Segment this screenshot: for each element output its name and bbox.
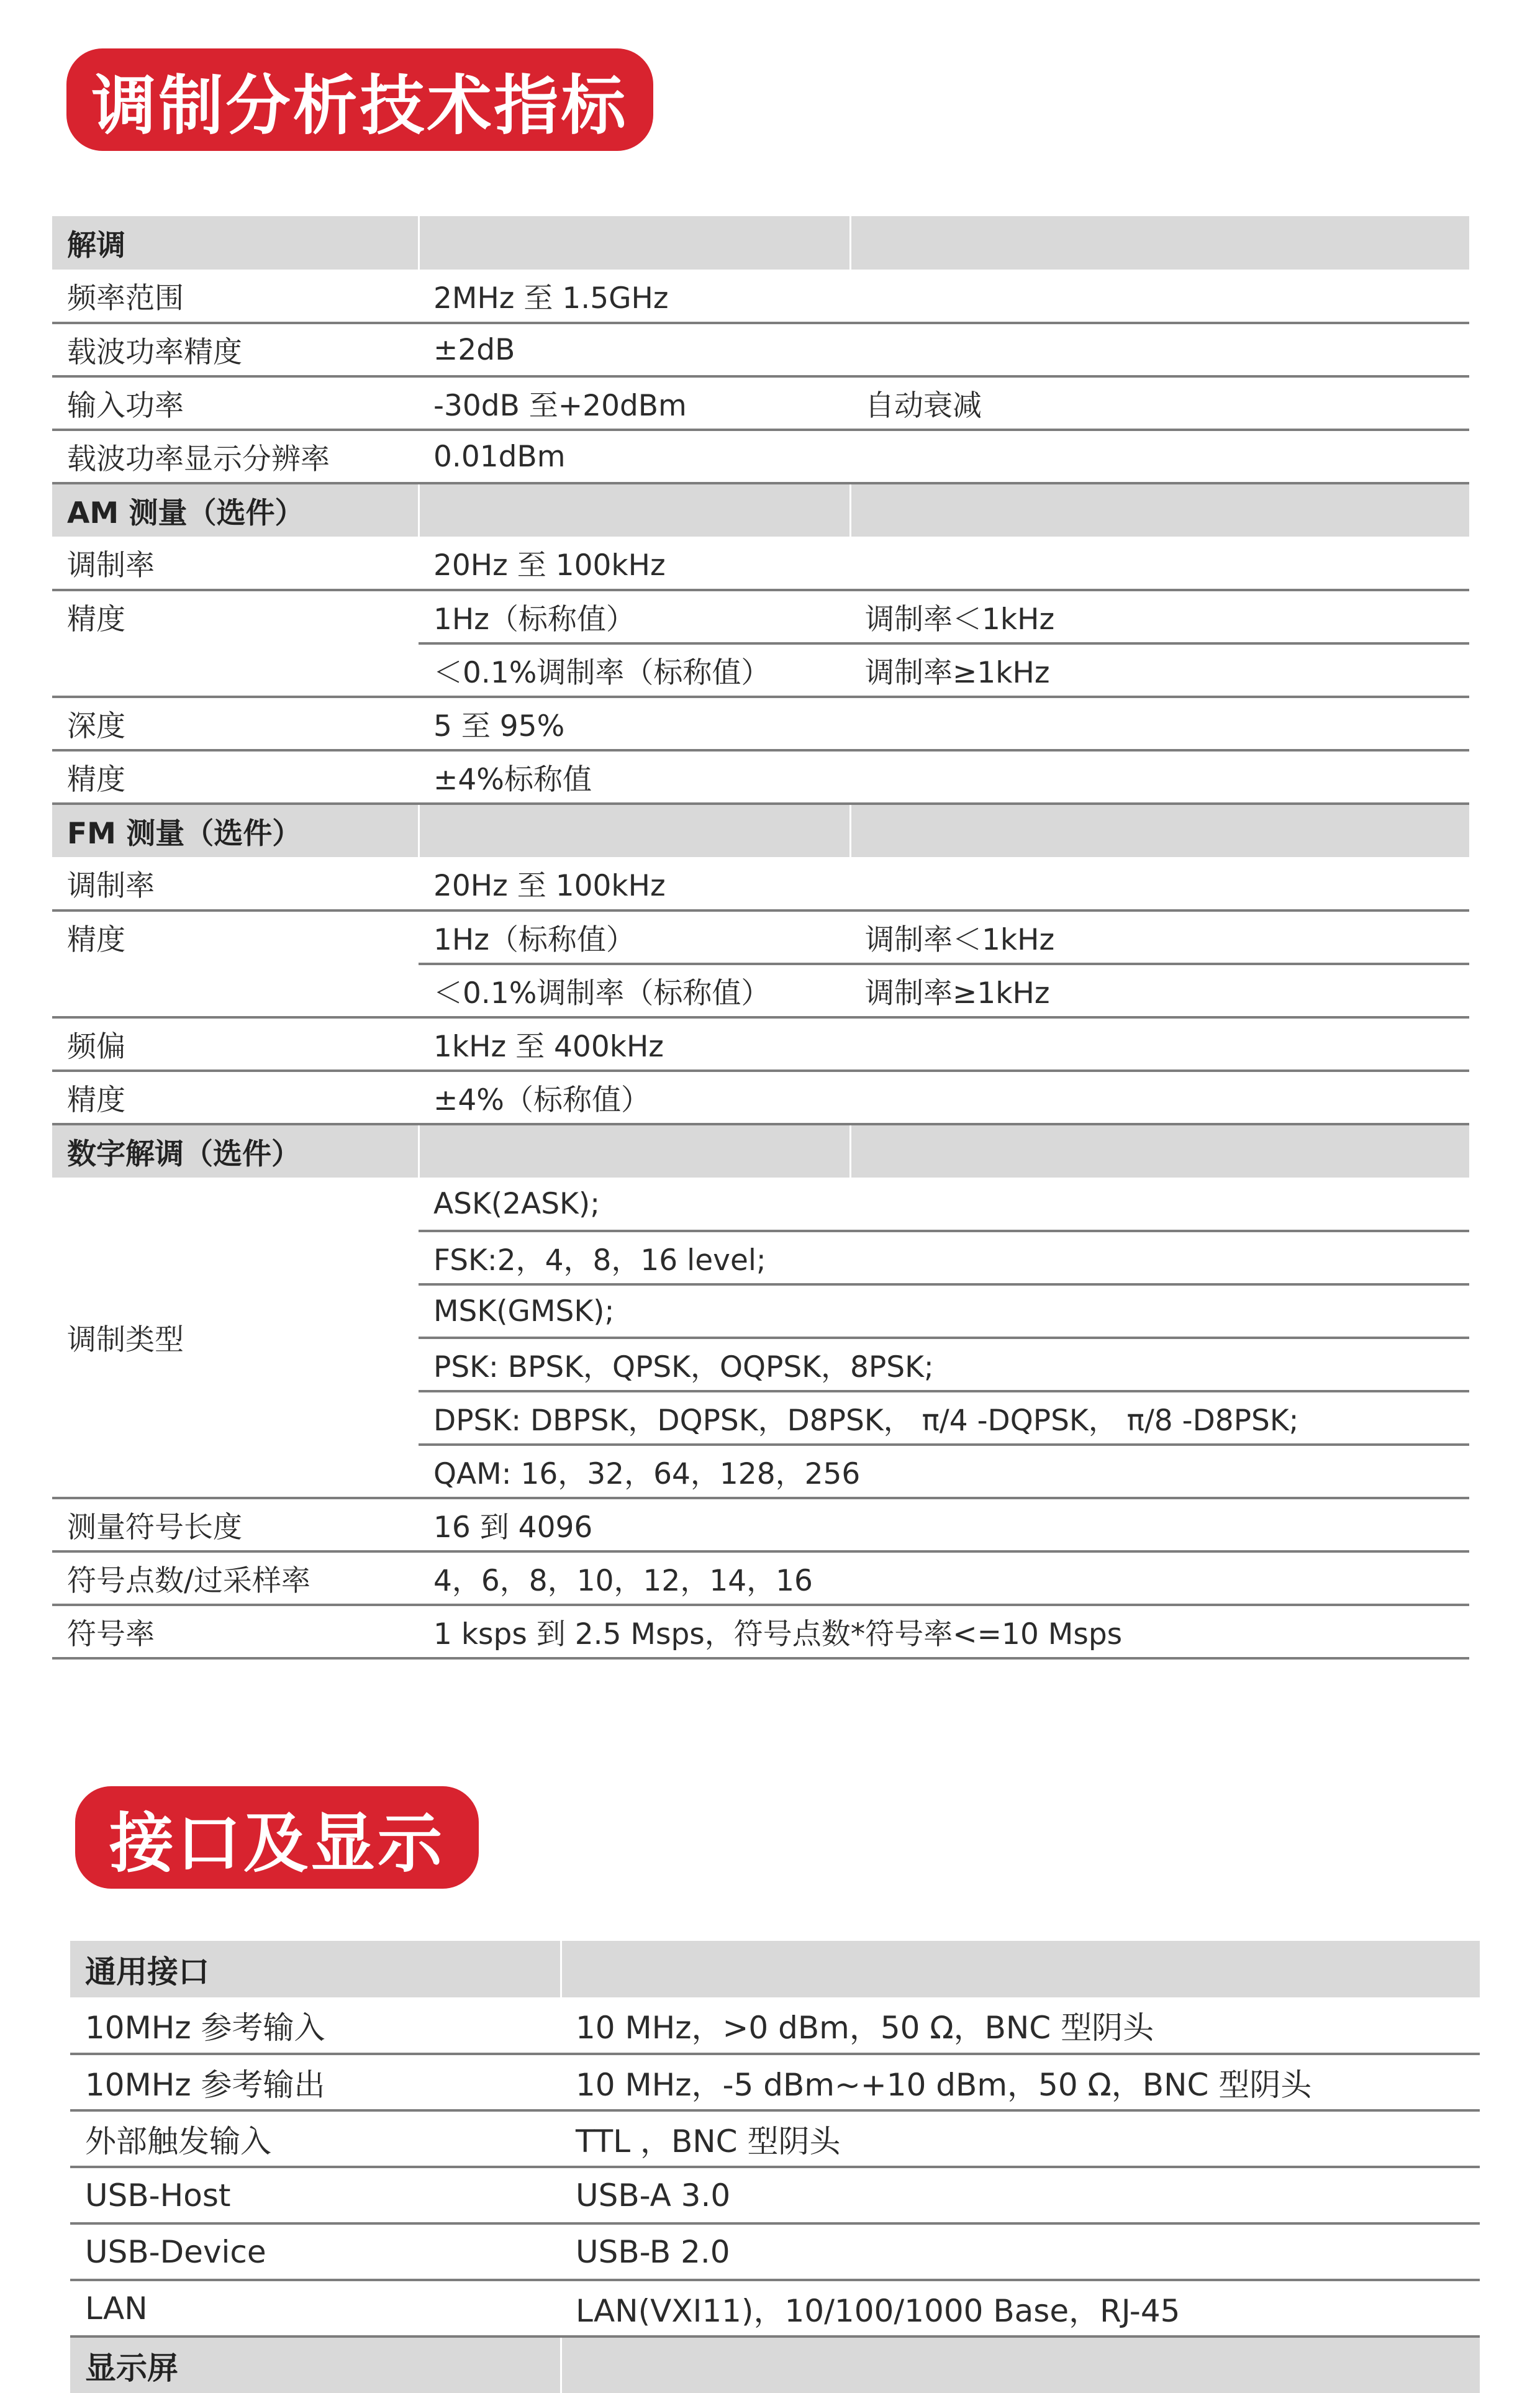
spec-value: FSK:2，4，8，16 level; (419, 1231, 1469, 1284)
section-header-row (52, 483, 1469, 537)
spec-value: 2MHz 至 1.5GHz (419, 270, 850, 323)
spec-row (52, 1498, 1469, 1551)
section-header-row (70, 1941, 1480, 1997)
spec-label: 调制类型 (52, 1178, 419, 1498)
spec-label: 调制率 (52, 537, 419, 590)
spec-label: USB-Host (70, 2167, 561, 2223)
spec-row (52, 964, 1469, 1017)
spec-label: 精度 (52, 910, 419, 964)
spec-label: 10MHz 参考输出 (70, 2054, 561, 2110)
spec-note (850, 1551, 1469, 1605)
spec-value: 1Hz（标称值） (419, 590, 850, 643)
section-header-cell (561, 2336, 1480, 2393)
section-header-cell (850, 1124, 1469, 1178)
spec-row (52, 1071, 1469, 1124)
spec-value: LAN(VXI11)，10/100/1000 Base，RJ-45 (561, 2280, 1480, 2336)
spec-value: -30dB 至+20dBm (419, 376, 850, 430)
spec-note (850, 323, 1469, 376)
spec-value: ＜0.1%调制率（标称值） (419, 964, 850, 1017)
spec-row (52, 857, 1469, 910)
spec-note (850, 537, 1469, 590)
section-header-cell (561, 1941, 1480, 1997)
section-header-row (70, 2336, 1480, 2393)
section-header-label: 解调 (52, 216, 419, 270)
spec-label: 精度 (52, 750, 419, 804)
spec-value: TTL ，BNC 型阴头 (561, 2110, 1480, 2167)
spec-row (52, 1178, 1469, 1231)
spec-label: USB-Device (70, 2223, 561, 2280)
section-header-cell (850, 216, 1469, 270)
section-header-label: AM 测量（选件） (52, 483, 419, 537)
spec-row (70, 2223, 1480, 2280)
spec-value: PSK: BPSK，QPSK，OQPSK，8PSK; (419, 1338, 1469, 1391)
spec-row (70, 2110, 1480, 2167)
spec-value: 20Hz 至 100kHz (419, 537, 850, 590)
spec-note (850, 697, 1469, 750)
spec-note (850, 750, 1469, 804)
section-header-label: 通用接口 (70, 1941, 561, 1997)
spec-value: USB-B 2.0 (561, 2223, 1480, 2280)
spec-label: 载波功率精度 (52, 323, 419, 376)
spec-note (850, 1071, 1469, 1124)
spec-row (70, 1997, 1480, 2054)
spec-row (70, 2054, 1480, 2110)
spec-label: 10MHz 参考输入 (70, 1997, 561, 2054)
spec-row (52, 643, 1469, 697)
spec-label: 调制率 (52, 857, 419, 910)
section-title-interface: 接口及显示 (75, 1786, 479, 1889)
spec-value: 20Hz 至 100kHz (419, 857, 850, 910)
spec-row (52, 697, 1469, 750)
spec-value: 16 到 4096 (419, 1498, 850, 1551)
spec-row (52, 1017, 1469, 1071)
spec-label: 外部触发输入 (70, 2110, 561, 2167)
spec-value: 5 至 95% (419, 697, 850, 750)
spec-note (850, 430, 1469, 483)
spec-value: 10 MHz，-5 dBm~+10 dBm，50 Ω，BNC 型阴头 (561, 2054, 1480, 2110)
section-title-modulation: 调制分析技术指标 (66, 48, 653, 151)
spec-value: 4，6，8，10，12，14，16 (419, 1551, 850, 1605)
spec-label: 频率范围 (52, 270, 419, 323)
spec-row (70, 2280, 1480, 2336)
section-header-row (52, 216, 1469, 270)
spec-label: 测量符号长度 (52, 1498, 419, 1551)
spec-row (70, 2167, 1480, 2223)
section-header-label: FM 测量（选件） (52, 804, 419, 857)
spec-value: ±4%（标称值） (419, 1071, 850, 1124)
spec-note (850, 270, 1469, 323)
spec-row (52, 590, 1469, 643)
spec-label: 频偏 (52, 1017, 419, 1071)
spec-row (52, 430, 1469, 483)
section-header-label: 数字解调（选件） (52, 1124, 419, 1178)
section-header-cell (419, 1124, 850, 1178)
spec-row (52, 270, 1469, 323)
spec-row (52, 537, 1469, 590)
spec-value: 1Hz（标称值） (419, 910, 850, 964)
spec-note: 自动衰减 (850, 376, 1469, 430)
spec-value: QAM: 16，32，64，128，256 (419, 1445, 1469, 1498)
section-header-cell (419, 483, 850, 537)
section-header-cell (419, 216, 850, 270)
spec-note: 调制率＜1kHz (850, 910, 1469, 964)
spec-note: 调制率≥1kHz (850, 643, 1469, 697)
spec-row (52, 750, 1469, 804)
spec-value: ±2dB (419, 323, 850, 376)
section-header-cell (850, 483, 1469, 537)
spec-label: 精度 (52, 590, 419, 643)
spec-row (52, 1605, 1469, 1658)
section-header-label: 显示屏 (70, 2336, 561, 2393)
spec-note (850, 1017, 1469, 1071)
spec-value: ＜0.1%调制率（标称值） (419, 643, 850, 697)
spec-value: 1kHz 至 400kHz (419, 1017, 850, 1071)
section-header-row (52, 804, 1469, 857)
spec-note (850, 1498, 1469, 1551)
spec-value: ASK(2ASK); (419, 1178, 1469, 1231)
spec-label: 载波功率显示分辨率 (52, 430, 419, 483)
spec-value: 1 ksps 到 2.5 Msps，符号点数*符号率<=10 Msps (419, 1605, 850, 1658)
spec-row (52, 1551, 1469, 1605)
spec-label (52, 964, 419, 1017)
spec-value: ±4%标称值 (419, 750, 850, 804)
spec-row (52, 323, 1469, 376)
spec-label: 输入功率 (52, 376, 419, 430)
spec-label (52, 643, 419, 697)
spec-value: USB-A 3.0 (561, 2167, 1480, 2223)
spec-label: 深度 (52, 697, 419, 750)
spec-label: LAN (70, 2280, 561, 2336)
spec-value: 10 MHz，>0 dBm，50 Ω，BNC 型阴头 (561, 1997, 1480, 2054)
spec-label: 符号率 (52, 1605, 419, 1658)
spec-value: 0.01dBm (419, 430, 850, 483)
spec-note: 调制率＜1kHz (850, 590, 1469, 643)
section-header-row (52, 1124, 1469, 1178)
spec-value: MSK(GMSK); (419, 1284, 1469, 1338)
spec-note (850, 857, 1469, 910)
spec-value: DPSK: DBPSK，DQPSK，D8PSK， π/4 -DQPSK， π/8 -D8PSK; (419, 1391, 1469, 1445)
spec-row (52, 376, 1469, 430)
section-header-cell (850, 804, 1469, 857)
spec-label: 符号点数/过采样率 (52, 1551, 419, 1605)
interface-spec-table (70, 1941, 1480, 2393)
spec-label: 精度 (52, 1071, 419, 1124)
modulation-spec-table (52, 216, 1469, 1660)
spec-row (52, 910, 1469, 964)
section-header-cell (419, 804, 850, 857)
spec-note: 调制率≥1kHz (850, 964, 1469, 1017)
